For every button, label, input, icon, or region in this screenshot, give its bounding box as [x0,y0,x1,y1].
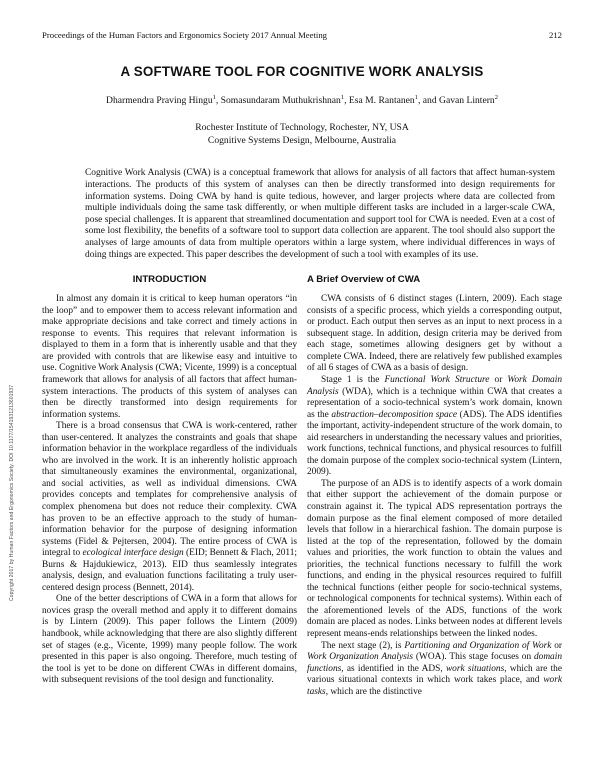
authors-line: Dharmendra Praving Hingu$^1$, Somasundaram Muthukrishnan$^1$, Esa M. Rantanen$^1$, and Gavan Lintern$^2$ [106,94,498,107]
proceedings-title: Proceedings of the Human Factors and Ergonomics Society 2017 Annual Meeting [42,30,328,40]
section-heading-overview: A Brief Overview of CWA [307,274,421,286]
paragraph: The next stage (2), is Partitioning and Organization of Work or Work Organization Analysis (WOA). This stage focuses on domain functions, as identified in the ADS, work situations, which are the various situational contexts in which work takes place, and work tasks, which are the distinctive [307,640,562,697]
paragraph: There is a broad consensus that CWA is work-centered, rather than user-centered. It analyzes the constraints and goals that shape information behavior in the workplace regardless of the individuals who are involved in the work. It is an inherently holistic approach that simultaneously examines the environmental, organizational, and social activities, as well as individual dimensions. CWA provides concepts and templates for comprehensive analysis of complex phenomena but does not reduce their complexity. CWA has proven to be an effective approach to the study of human-information behavior for the purpose of designing information systems (Fidel & Pejtersen, 2004). The entire process of CWA is integral to ecological interface design (EID; Bennett & Flach, 2011; Burns & Hajdukiewicz, 2013). EID thus seamlessly integrates analysis, design, and evaluation functions facilitating a truly user-centered design process (Bennett, 2014). [42,421,298,593]
paragraph: One of the better descriptions of CWA in a form that allows for novices grasp the overall method and apply it to different domains is by Lintern (2009). This paper follows the Lintern (2009) handbook, while acknowledging that there are also slightly different set of stages (e.g., Vicente, 1999) many people follow. The work presented in this paper is also ongoing. Therefore, much testing of the tool is yet to be done on different CWAs in different domains, with subsequent revisions of the tool design and functionality. [42,594,297,686]
paragraph: The purpose of an ADS is to identify aspects of a work domain that either support the achievement of the domain purpose or constrain against it. The typical ADS representation portrays the domain purpose as the final element composed of more detailed levels that follow in a hierarchical fashion. The domain purpose is listed at the top of the representation, followed by the domain values and priorities, the work function to obtain the values and priorities, the technical functions necessary to fulfill the work functions, and ending in the physical resources required to fulfill the technical functions (either people for socio-technical systems, or technological components for technical systems). Within each of the aforementioned levels of the ADS, functions of the work domain are placed as nodes. Links between nodes at different levels represent means-ends relationships between the linked nodes. [307,478,562,639]
copyright-doi-sidebar: Copyright 2017 by Human Factors and Ergonomics Society. DOI 10.1177/1541931213601937 [9,384,15,601]
paper-title: A SOFTWARE TOOL FOR COGNITIVE WORK ANALYSIS [120,64,484,79]
paragraph: Stage 1 is the Functional Work Structure or Work Domain Analysis (WDA), which is a technique within CWA that creates a representation of a socio-technical system’s work domain, known as the abstraction–decomposition space (ADS). The ADS identifies the important, activity-independent structure of the work domain, to aid researchers in understanding the necessary values and priorities, work functions, technical functions, and physical resources to fulfill the domain purpose of the complex socio-technical system (Lintern, 2009). [307,374,563,478]
affiliation-line-2: Cognitive Systems Design, Melbourne, Australia [207,134,397,146]
affiliations [42,122,562,147]
left-column [42,274,297,698]
section-heading-introduction: INTRODUCTION [132,274,207,286]
paragraph: CWA consists of 6 distinct stages (Lintern, 2009). Each stage consists of a specific process, which yields a corresponding output, or product. Each output then serves as an input to next process in a subsequent stage. In addition, design criteria may be derived from each stage, sometimes allowing designers get by without a complete CWA. Indeed, there are relatively few published examples of all 6 stages of CWA as a basis of design. [307,294,562,374]
right-column [307,274,562,698]
paragraph: In almost any domain it is critical to keep human operators “in the loop” and to empower them to access relevant information and make appropriate decisions and take correct and timely actions in response to events. This requires that relevant information is displayed to them in a form that is inherently usable and that they are provided with controls that are likewise easy and intuitive to use. Cognitive Work Analysis (CWA; Vicente, 1999) is a conceptual framework that allows for analysis of all factors that affect human-system interactions. The products of this system of analyses can then be directly transformed into design requirements for information systems. [42,294,297,420]
page-number: 212 [548,30,562,40]
affiliation-line-1: Rochester Institute of Technology, Rochester, NY, USA [195,122,409,134]
running-head [42,30,562,40]
two-column-body [42,274,562,698]
abstract-text: Cognitive Work Analysis (CWA) is a conceptual framework that allows for analysis of all factors that affect human-system interactions. The products of this system of analyses can then be directly transformed into design requirements for information systems. Doing CWA by hand is quite tedious, however, and larger projects where data are collected from multiple individuals doing the same task differently, or when multiple different tasks are included in a larger-scale CWA, pose special challenges. It is apparent that streamlined documentation and support tool for CWA is needed. Even at a cost of some lost flexibility, the benefits of a software tool to support data collection are apparent. The tool should also support the analyses of large amounts of data from multiple operators within a large system, where individual differences in ways of doing things are expected. This paper describes the development of such a tool with examples of its use. [85,168,555,260]
